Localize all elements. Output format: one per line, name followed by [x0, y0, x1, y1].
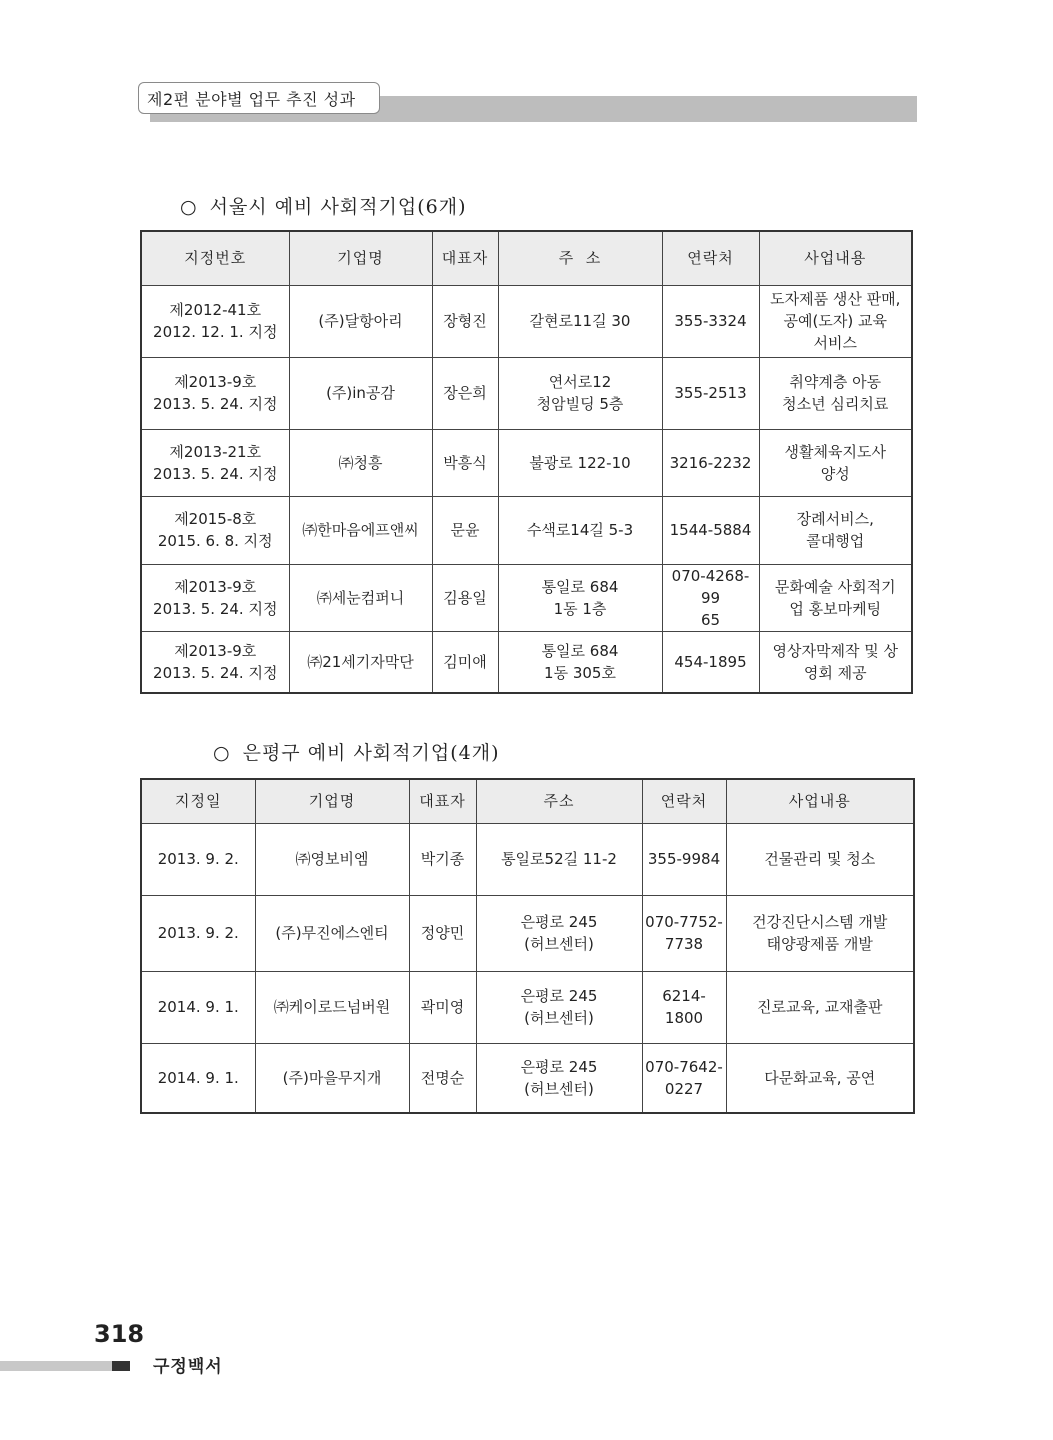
company-cell: (주)in공감: [289, 357, 432, 429]
designation-cell: 제2013-9호 2013. 5. 24. 지정: [141, 357, 289, 429]
col-header: 기업명: [255, 779, 409, 823]
address-cell: 통일로52길 11-2: [476, 823, 642, 895]
business-cell: 진로교육, 교재출판: [726, 971, 914, 1043]
table-header-row: [141, 231, 912, 285]
eunpyeong-enterprise-table: [140, 778, 915, 1114]
business-cell: 장례서비스, 콜대행업: [759, 496, 912, 564]
tel-cell: 070-7752- 7738: [642, 895, 726, 971]
col-header: 사업내용: [759, 231, 912, 285]
tel-cell: 070-4268-99 65: [662, 564, 759, 631]
rep-cell: 김용일: [432, 564, 498, 631]
company-cell: ㈜영보비엠: [255, 823, 409, 895]
col-header: 기업명: [289, 231, 432, 285]
book-title: 구정백서: [153, 1357, 223, 1377]
business-cell: 건강진단시스템 개발 태양광제품 개발: [726, 895, 914, 971]
tel-cell: 355-2513: [662, 357, 759, 429]
business-cell: 생활체육지도사 양성: [759, 429, 912, 496]
business-cell: 문화예술 사회적기 업 홍보마케팅: [759, 564, 912, 631]
tel-cell: 3216-2232: [662, 429, 759, 496]
seoul-enterprise-table: [140, 230, 913, 694]
date-cell: 2014. 9. 1.: [141, 1043, 255, 1113]
company-cell: ㈜한마음에프앤씨: [289, 496, 432, 564]
table-row: [141, 971, 914, 1043]
company-cell: ㈜21세기자막단: [289, 631, 432, 693]
tel-cell: 355-3324: [662, 285, 759, 357]
company-cell: ㈜청흥: [289, 429, 432, 496]
table-row: [141, 496, 912, 564]
rep-cell: 곽미영: [409, 971, 476, 1043]
date-cell: 2014. 9. 1.: [141, 971, 255, 1043]
address-cell: 통일로 684 1동 1층: [498, 564, 662, 631]
company-cell: (주)무진에스엔티: [255, 895, 409, 971]
col-header: 주소: [476, 779, 642, 823]
col-header: 주 소: [498, 231, 662, 285]
tel-cell: 070-7642- 0227: [642, 1043, 726, 1113]
designation-cell: 제2012-41호 2012. 12. 1. 지정: [141, 285, 289, 357]
table-row: [141, 285, 912, 357]
address-cell: 갈현로11길 30: [498, 285, 662, 357]
section2-bullet: ○: [213, 742, 231, 764]
business-cell: 도자제품 생산 판매, 공예(도자) 교육 서비스: [759, 285, 912, 357]
col-header: 연락처: [642, 779, 726, 823]
rep-cell: 김미애: [432, 631, 498, 693]
section1-title: 서울시 예비 사회적기업(6개): [209, 196, 467, 218]
col-header: 대표자: [432, 231, 498, 285]
date-cell: 2013. 9. 2.: [141, 895, 255, 971]
date-cell: 2013. 9. 2.: [141, 823, 255, 895]
designation-cell: 제2013-9호 2013. 5. 24. 지정: [141, 631, 289, 693]
rep-cell: 장형진: [432, 285, 498, 357]
rep-cell: 전명순: [409, 1043, 476, 1113]
col-header: 지정일: [141, 779, 255, 823]
table-row: [141, 429, 912, 496]
table-row: [141, 895, 914, 971]
address-cell: 은평로 245 (허브센터): [476, 1043, 642, 1113]
col-header: 연락처: [662, 231, 759, 285]
rep-cell: 문윤: [432, 496, 498, 564]
table-header-row: [141, 779, 914, 823]
table-row: [141, 564, 912, 631]
table-row: [141, 631, 912, 693]
page-number: 318: [94, 1320, 145, 1348]
business-cell: 취약계층 아동 청소년 심리치료: [759, 357, 912, 429]
company-cell: ㈜케이로드넘버원: [255, 971, 409, 1043]
col-header: 지정번호: [141, 231, 289, 285]
address-cell: 은평로 245 (허브센터): [476, 895, 642, 971]
rep-cell: 정양민: [409, 895, 476, 971]
address-cell: 불광로 122-10: [498, 429, 662, 496]
designation-cell: 제2013-21호 2013. 5. 24. 지정: [141, 429, 289, 496]
tel-cell: 6214-1800: [642, 971, 726, 1043]
footer-bar: [0, 1361, 112, 1371]
address-cell: 통일로 684 1동 305호: [498, 631, 662, 693]
tel-cell: 355-9984: [642, 823, 726, 895]
address-cell: 은평로 245 (허브센터): [476, 971, 642, 1043]
tel-cell: 454-1895: [662, 631, 759, 693]
address-cell: 수색로14길 5-3: [498, 496, 662, 564]
rep-cell: 장은희: [432, 357, 498, 429]
col-header: 대표자: [409, 779, 476, 823]
chapter-tab: 제2편 분야별 업무 추진 성과: [138, 82, 380, 114]
section2-title: 은평구 예비 사회적기업(4개): [242, 742, 500, 764]
section2-title-row: [213, 738, 499, 765]
company-cell: (주)달항아리: [289, 285, 432, 357]
tel-cell: 1544-5884: [662, 496, 759, 564]
business-cell: 영상자막제작 및 상 영회 제공: [759, 631, 912, 693]
table-row: [141, 823, 914, 895]
company-cell: (주)마을무지개: [255, 1043, 409, 1113]
designation-cell: 제2015-8호 2015. 6. 8. 지정: [141, 496, 289, 564]
table-row: [141, 357, 912, 429]
table-row: [141, 1043, 914, 1113]
company-cell: ㈜세눈컴퍼니: [289, 564, 432, 631]
designation-cell: 제2013-9호 2013. 5. 24. 지정: [141, 564, 289, 631]
address-cell: 연서로12 청암빌딩 5층: [498, 357, 662, 429]
business-cell: 건물관리 및 청소: [726, 823, 914, 895]
rep-cell: 박흥식: [432, 429, 498, 496]
rep-cell: 박기종: [409, 823, 476, 895]
footer-marker: [112, 1361, 130, 1371]
col-header: 사업내용: [726, 779, 914, 823]
section1-bullet: ○: [180, 196, 198, 218]
business-cell: 다문화교육, 공연: [726, 1043, 914, 1113]
section1-title-row: [180, 192, 466, 219]
